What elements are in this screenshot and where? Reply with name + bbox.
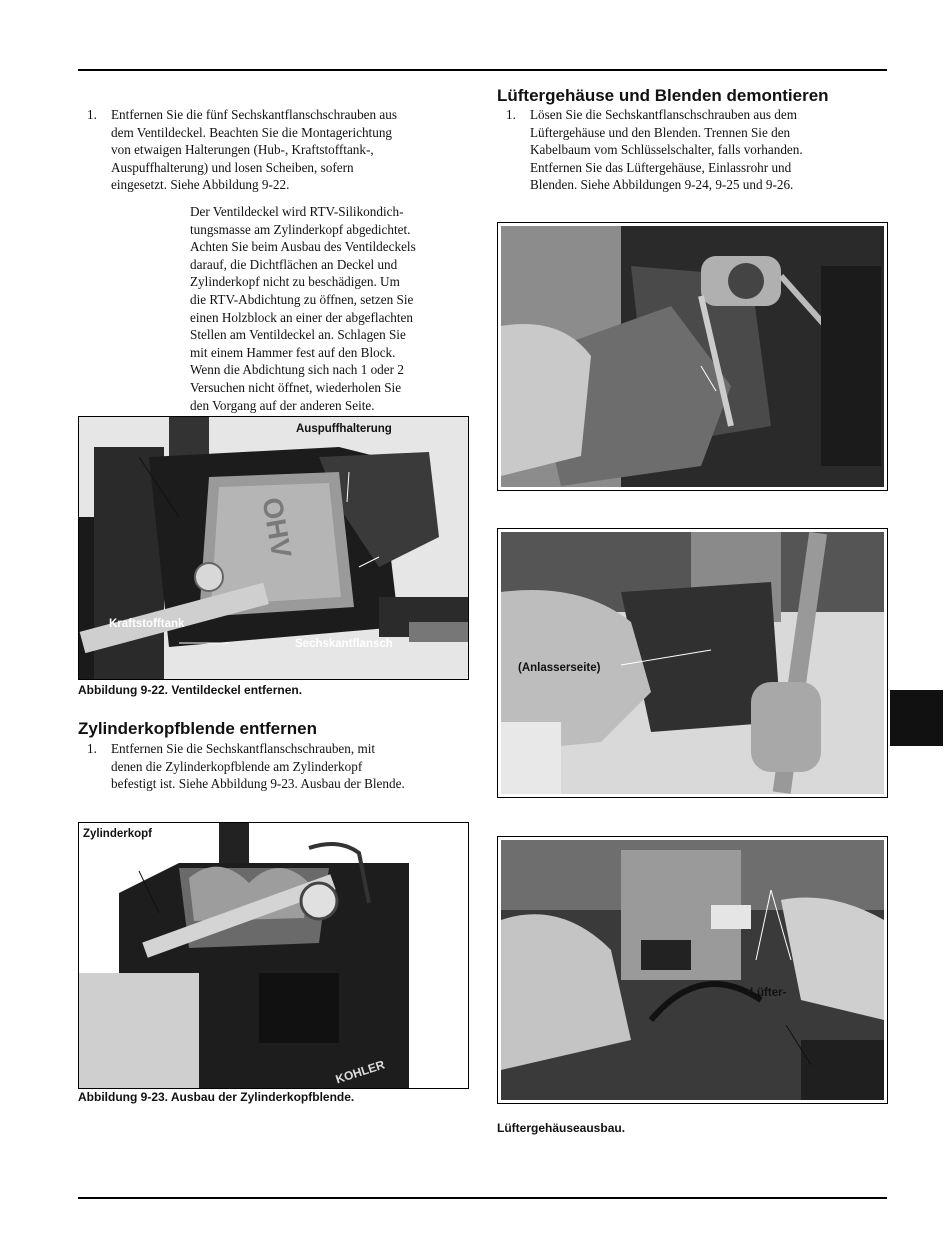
figure-9-23-caption: Abbildung 9-23. Ausbau der Zylinderkopfblende.: [78, 1090, 355, 1104]
step-line: Kabelbaum vom Schlüsselschalter, falls vorhanden.: [530, 142, 803, 158]
step-number: 1.: [506, 107, 516, 122]
figure-blower-housing-3: [497, 836, 888, 1104]
section-heading-cylinder-head-shroud: Zylinderkopfblende entfernen: [78, 719, 317, 738]
step-text: [111, 740, 405, 793]
note-line: den Vorgang auf der anderen Seite.: [190, 397, 375, 413]
blower-housing-photo-3: [501, 840, 884, 1100]
step-line: dem Ventildeckel. Beachten Sie die Montagerichtung: [111, 124, 393, 140]
note-line: mit einem Hammer fest auf den Block.: [190, 344, 396, 360]
note-line: Versuchen nicht öffnet, wiederholen Sie: [190, 379, 402, 395]
step-line: befestigt ist. Siehe Abbildung 9-23. Ausbau der Blende.: [111, 776, 405, 792]
step-text: [111, 106, 397, 194]
label-exhaust-bracket: Auspuffhalterung: [296, 423, 392, 435]
label-fuel-tank: Kraftstofftank: [109, 618, 185, 630]
note-line: Der Ventildeckel wird RTV-Silikondich-: [190, 204, 404, 219]
step-line: Entfernen Sie die Sechskantflanschschrauben, mit: [111, 741, 376, 756]
note-line: die RTV-Abdichtung zu öffnen, setzen Sie: [190, 291, 414, 307]
note-line: einen Holzblock an einer der abgeflachten: [190, 309, 413, 325]
label-hex-flange: Sechskantflansch: [295, 638, 393, 650]
step-number: 1.: [87, 107, 97, 122]
figure-blower-housing-2: [497, 528, 888, 798]
figure-9-26-caption: Lüftergehäuseausbau.: [497, 1121, 626, 1135]
step-line: Blenden. Siehe Abbildungen 9-24, 9-25 und 9-26.: [530, 177, 794, 193]
blower-housing-photo-1: [501, 226, 884, 487]
note-line: Zylinderkopf nicht zu beschädigen. Um: [190, 274, 400, 290]
note-line: Achten Sie beim Ausbau des Ventildeckels: [190, 239, 416, 255]
step-line: eingesetzt. Siehe Abbildung 9-22.: [111, 177, 290, 193]
label-fan: Lüfter-: [750, 987, 787, 999]
cylinder-head-shroud-photo: [79, 823, 468, 1088]
chapter-tab: [890, 690, 943, 746]
step-number: 1.: [87, 741, 97, 756]
valve-cover-photo: [79, 417, 468, 679]
label-cylinder-head: Zylinderkopf: [83, 828, 153, 840]
step-line: denen die Zylinderkopfblende am Zylinderkopf: [111, 758, 363, 774]
note-line: tungsmasse am Zylinderkopf abgedichtet.: [190, 221, 411, 237]
step-line: Lösen Sie die Sechskantflanschschrauben aus dem: [530, 107, 797, 122]
step-text: [530, 106, 803, 194]
step-line: Lüftergehäuse und den Blenden. Trennen Sie den: [530, 124, 791, 140]
label-starter-side: (Anlasserseite): [518, 662, 601, 674]
step-line: Entfernen Sie die fünf Sechskantflanschschrauben aus: [111, 107, 397, 122]
top-rule: [78, 69, 887, 71]
svg-text:KOHLER: KOHLER: [333, 1057, 387, 1087]
figure-valve-cover: [78, 416, 469, 680]
step-line: von etwaigen Halterungen (Hub-, Kraftstofftank-,: [111, 142, 374, 158]
bottom-rule: [78, 1197, 887, 1199]
step-line: Entfernen Sie das Lüftergehäuse, Einlassrohr und: [530, 159, 792, 175]
note-line: Stellen am Ventildeckel an. Schlagen Sie: [190, 327, 406, 343]
svg-text:OHV: OHV: [256, 495, 298, 561]
rtv-note: [190, 203, 472, 414]
figure-cylinder-head-shroud: [78, 822, 469, 1089]
note-line: darauf, die Dichtflächen an Deckel und: [190, 256, 398, 272]
section-heading-blower-housing: Lüftergehäuse und Blenden demontieren: [497, 86, 829, 105]
figure-blower-housing-1: [497, 222, 888, 491]
step-line: Auspuffhalterung) und losen Scheiben, sofern: [111, 159, 354, 175]
note-line: Wenn die Abdichtung sich nach 1 oder 2: [190, 362, 404, 378]
figure-9-22-caption: Abbildung 9-22. Ventildeckel entfernen.: [78, 683, 303, 697]
